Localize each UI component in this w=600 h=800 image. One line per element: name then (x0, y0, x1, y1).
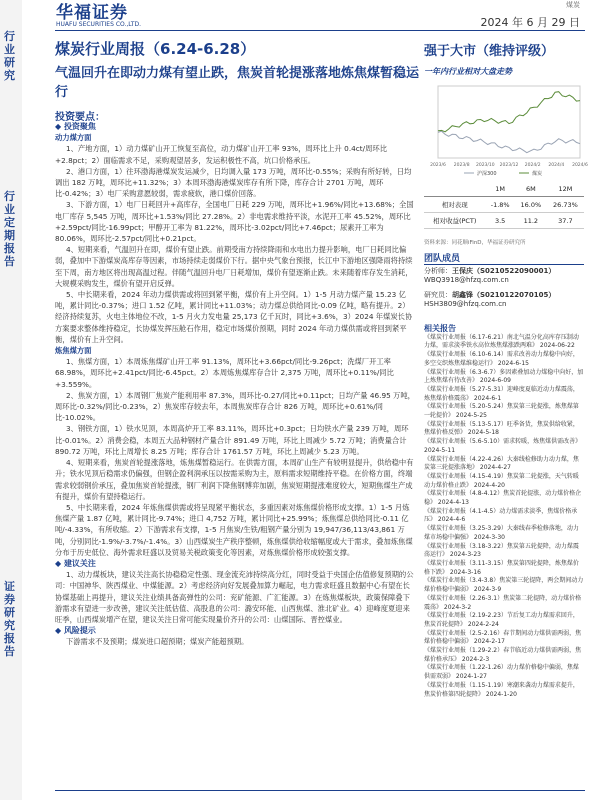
paragraph: 4、短期来看，焦炭首轮提涨落地，炼焦煤暂稳运行。在供需方面，本周矿山生产有较明显提升，供给稳中有升；铁水见顶后稳需求仍偏强，但钢企盈利润承压以按需采购为主，原料需求短期维持平稳。在价格方面，终端需求较弱钢价承压，叠加焦炭首轮提涨，钢厂利润下降焦钢博弈加剧，焦炭短期提涨难度较大，短期焦煤生产成有提升，煤价有望持稳运行。 (55, 458, 414, 501)
risk-text: 下游需求不及预期；煤炭进口超预期；煤炭产能超预期。 (65, 637, 249, 647)
header-sector: 煤炭 (566, 1, 580, 9)
table-cell: 3.5 (485, 213, 515, 229)
related-report-item[interactable]: 《煤炭行业周报（2.5-2.16）春节期间动力煤供需两弱，焦煤价格稳中偏弱》 2024-2-17 (424, 629, 582, 646)
left-sidebar (0, 0, 22, 800)
paragraph: 3、下游方面，1）电厂日耗回升+高库存，全国电厂日耗 229 万吨，周环比+1.96%/同比+13.68%；全国电厂库存 5,545 万吨，周环比+1.53%/同比 27.28%。2）非电需求维持平淡，水泥开工率 45.52%，周环比+2.59pct/同比-16.99pct；甲醇开工率为 81.22%，周环比-3.02pct/同比+7.46pct；尿素开工率为 80.06%，周环比-2.57pct/同比+0.21pct。 (55, 200, 414, 244)
section-risk: ◆ 风险提示 (55, 626, 96, 636)
x-tick-label: 2024/4 (548, 163, 565, 168)
analyst-email: WBQ3918@hfzq.com.cn (424, 276, 509, 284)
related-heading: 相关报告 (424, 324, 456, 333)
related-report-item[interactable]: 《煤炭行业周报（3.4-3.8）焦炭第三轮提降，两会期间动力煤价格稳中偏弱》 2024-3-9 (424, 577, 584, 594)
chart-title: 一年内行业相对大盘走势 (424, 67, 512, 76)
team-heading: 团队成员 (424, 251, 584, 265)
sidebar-tag-securities-research: 证券研究报告 (4, 580, 15, 658)
table-cell: 相对表现 (424, 197, 485, 213)
related-report-item[interactable]: 《煤炭行业周报（5.13-5.17）旺季备货，焦炭供给收紧，焦煤价格反弹》 2024-5-18 (424, 420, 579, 437)
report-subtitle: 气温回升在即动力煤有望止跌，焦炭首轮提涨落地炼焦煤暂稳运行 (55, 66, 420, 100)
related-report-item[interactable]: 《煤炭行业周报（3.25-3.29）大秦线春季检修落地，动力煤市场稳中偏强》 2024-3-30 (424, 525, 579, 541)
table-cell (424, 182, 485, 197)
table-cell: -1.8% (485, 197, 515, 213)
x-tick-label: 2024/2 (524, 163, 541, 168)
table-row (424, 182, 584, 197)
series-line-0 (438, 131, 580, 153)
related-report-item[interactable]: 《煤炭行业周报（2.19-2.23）节后复工动力煤需求回升，焦炭首轮提降》 2024-2-24 (424, 612, 579, 628)
table-source: 资料来源：同花顺iFinD，华福证券研究所 (424, 240, 526, 246)
related-report-item[interactable]: 《煤炭行业周报（4.1-4.5）动力煤需求淡季，焦煤价格承压》 2024-4-6 (424, 507, 578, 524)
section-recommendations: ◆ 建议关注 (55, 558, 96, 568)
sidebar-tag-industry-research: 行业研究 (4, 30, 15, 82)
analyst-email: HSH3809@hfzq.com.cn (424, 300, 507, 308)
related-report-item[interactable]: 《煤炭行业周报（6.10-6.14）需求改善动力煤稳中向好，多空交织炼焦煤维稳运行》 2024-6-15 (424, 351, 579, 367)
related-report-item[interactable]: 《煤炭行业周报（5.6-5.10）需求转暖，炼焦煤供需改善》 2024-5-11 (424, 438, 582, 454)
table-row (424, 213, 584, 229)
paragraph: 2、港口方面，1）往环渤海港煤炭发运减少，日均调入量 173 万吨，周环比-0.55%；采购有所好转，日均调出 182 万吨，周环比+11.32%；3）本周环渤海港煤炭库存有所下降，库存合计 2701 万吨，周环比-0.42%；3）电厂采购意愿较弱，需求疲软，港口煤价回落。 (55, 166, 412, 199)
report-title: 煤炭行业周报（6.24-6.28） (55, 40, 256, 58)
table-cell: 6M (515, 182, 547, 197)
related-report-item[interactable]: 《煤炭行业周报（6.17-6.21）南北气温分化高库存压制动力煤，需求淡季铁水高位炼焦煤涨跌两难》 2024-06-22 (424, 333, 579, 350)
subsection-coking-coal: 炼焦煤方面 (55, 346, 92, 356)
table-cell: 16.0% (515, 197, 547, 213)
related-report-item[interactable]: 《煤炭行业周报（6.3-6.7）多因素叠加动力煤稳中向好，加上炼焦煤有待改善》 2024-6-09 (424, 368, 584, 385)
related-report-item[interactable]: 《煤炭行业周报（1.29-2.2）春节临近动力煤供需两弱，焦煤价格承压》 2024-2-3 (424, 647, 582, 663)
paragraph: 5、中长期来看，2024 年炼焦煤供需或将呈现紧平衡状态，多重因素对炼焦煤价格形成支撑。1）1-5 月炼焦煤产量 1.87 亿吨，累计同比-9.74%；进口 4,752 万吨，累计同比+25.99%；炼焦煤总供给同比-0.11 亿吨/-4.33%，有所收缩。2）下游需求有支撑，1-5 月焦炭/生铁/粗钢产量分别为 19,947/36,113/43,861 万吨，分别同比-1.9%/-3.7%/-1.4%。3）山西煤炭生产秩序整顿，炼焦煤供给收缩幅度或大于需求，叠加炼焦煤分布于历史低位、海外需求旺盛以及贸易关税政策变化等因素，对炼焦煤价格形成较强支撑。 (55, 502, 413, 557)
related-report-item[interactable]: 《煤炭行业周报（2.26-3.1）焦炭第二轮提降，动力煤价格震荡》 2024-3-2 (424, 594, 582, 611)
related-report-item[interactable]: 《煤炭行业周报（4.15-4.19）焦炭第二轮提涨，天气转暖动力煤价格止跌》 2024-4-20 (424, 472, 579, 489)
legend-label: 煤炭 (532, 171, 543, 177)
analyst-role: 研究员： (424, 291, 452, 299)
table-cell: 1M (485, 182, 515, 197)
related-report-item[interactable]: 《煤炭行业周报（5.20-5.24）焦炭第三轮提涨，炼焦煤第一轮提价》 2024-5-25 (424, 403, 579, 420)
related-report-item[interactable]: 《煤炭行业周报（3.11-3.15）焦炭第四轮提降，炼焦煤价格下跌》 2024-3-16 (424, 559, 579, 576)
section-investment-focus: ◆ 投资聚焦 (55, 122, 96, 131)
table-cell: 37.7 (547, 213, 584, 229)
header-divider (55, 30, 585, 31)
points-heading: 投资要点： (55, 112, 105, 123)
related-report-item[interactable]: 《煤炭行业周报（3.18-3.22）焦炭第五轮提降，动力煤震荡运行》 2024-3-23 (424, 542, 579, 559)
table-cell: 相对收益(PCT) (424, 213, 485, 229)
rating: 强于大市（维持评级） (424, 44, 555, 59)
x-tick-label: 2023/12 (499, 163, 519, 168)
legend-label: 沪深300 (477, 171, 497, 177)
analyst-2 (424, 290, 584, 308)
paragraph: 2、焦炭方面，1）本周钢厂焦炭产能利用率 87.3%，周环比-0.27/同比+0.11pct；日均产量 46.95 万吨，周环比-0.32%/同比-0.23%，2）焦炭库存较去年，本周焦炭库存合计 826 万吨，周环比+0.61%/同比-10.02%。 (55, 390, 415, 423)
related-reports (424, 325, 584, 699)
relative-performance-chart (424, 80, 588, 180)
paragraph: 1、产地方面，1）动力煤矿山开工恢复至高位，动力煤矿山开工率 93%，周环比上升 0.4ct/周环比+2.8pct；2）面临需求不足，采购观望居多，发运积极性不高，坑口价格承压。 (55, 144, 387, 165)
chart-svg (424, 80, 588, 180)
related-report-item[interactable]: 《煤炭行业周报（1.22-1.26）动力煤价格稳中偏弱，焦煤供需双弱》 2024-1-27 (424, 664, 579, 681)
paragraph: 3、钢铁方面，1）铁水见顶，本周高炉开工率 83.11%，周环比+0.3pct；日均铁水产量 239 万吨，周环比-0.01%。2）消费会稳，本周五大品种钢材产量合计 891.49 万吨，环比上周减少 5.72 万吨；消费量合计 890.72 万吨，环比上周增长 8.25 万吨；库存合计 1761.57 万吨，环比上周减少 5.23 万吨。 (55, 424, 409, 456)
x-tick-label: 2023/8 (453, 163, 470, 168)
sidebar-tag-periodic-report: 行业定期报告 (4, 190, 15, 268)
analyst-role: 分析师： (424, 267, 452, 275)
x-tick-label: 2023/10 (475, 163, 495, 168)
table-cell: 11.2 (515, 213, 547, 229)
related-report-item[interactable]: 《煤炭行业周报（1.15-1.19）寒潮来袭动力煤需求提升，焦炭价格第四轮提降》 2024-1-20 (424, 681, 579, 698)
series-line-1 (438, 92, 580, 132)
x-tick-label: 2023/6 (430, 163, 446, 168)
table-cell: 26.73% (547, 197, 584, 213)
related-report-item[interactable]: 《煤炭行业周报（4.8-4.12）焦炭首轮提涨，动力煤价格企稳》 2024-4-13 (424, 490, 582, 507)
footer-line (55, 790, 585, 791)
analyst-name: 胡鑫锋（S0210122070105） (452, 291, 556, 299)
paragraph: 1、焦煤方面，1）本周炼焦煤矿山开工率 91.13%，周环比+3.66pct/同比-9.26pct；洗煤厂开工率 68.98%，周环比+2.41pct/同比-6.45pct。2）本周炼焦煤库存合计 2,375 万吨，周环比+0.11%/同比+3.559%。 (55, 357, 394, 389)
analyst-1 (424, 266, 584, 284)
analyst-name: 王保庆（S0210522090001） (452, 267, 556, 275)
subsection-thermal-coal: 动力煤方面 (55, 133, 92, 143)
report-date: 2024 年 6 月 29 日 (480, 16, 580, 29)
logo-en: HUAFU SECURITIES CO.,LTD. (56, 21, 142, 28)
related-report-item[interactable]: 《煤炭行业周报（5.27-5.31）迎峰度夏临近动力煤震荡，炼焦煤价格震荡》 2024-6-1 (424, 385, 579, 402)
report-body (55, 121, 415, 648)
related-report-item[interactable]: 《煤炭行业周报（4.22-4.26）大秦线检修助力动力煤，焦炭第三轮提涨落地》 2024-4-27 (424, 455, 579, 472)
performance-table (424, 182, 584, 229)
paragraph: 1、动力煤板块，建议关注高长协稳稳定性强、现金流充沛持续高分红，同时受益于央国企估值修复预期的公司：中国神华、陕西煤业、中煤能源。2）考虑经济向好发展叠加算力崛起，电力需求旺盛且数据中心有望在长协煤基础上再提升，建议关注业绩具备高弹性的公司：兖矿能源、广汇能源。3）在炼焦煤板块，政策保障叠下游需求有望进一步改善，建议关注低估值、高股息的公司：潞安环能、山西焦煤、淮北矿业。4）迎峰度夏迎来旺季，山西煤炭增产在望，建议关注日常可能实现量价齐升的公司：山煤国际、晋控煤业。 (55, 570, 414, 624)
paragraph: 5、中长期来看，2024 年动力煤供需或将回到紧平衡，煤价有上升空间。1）1-5 月动力煤产量 15.23 亿吨，累计同比-0.37%；进口 1.52 亿吨，累计同比+11.03%；动力煤总供给同比-0.09 亿吨，略有提升。2）经济持续复苏，火电主体地位不改，1-5 月火力发电量 25,173 亿千瓦时，同比+3.6%，3）2024 年煤炭长协方案要求整体维持稳定，长协煤发挥压舱石作用，稳定市场煤价预期，同时 2024 年动力煤供需或将回到紧平衡，煤价有上升空间。 (55, 290, 413, 344)
x-tick-label: 2024/6 (572, 163, 588, 168)
logo-cn: 华福证券 (56, 3, 128, 23)
company-logo (56, 0, 141, 28)
table-row (424, 197, 584, 213)
table-cell: 12M (547, 182, 584, 197)
paragraph: 4、短期来看，气温回升在即，煤价有望止跌。前期受南方持续降雨和水电出力提升影响，电厂日耗同比偏弱，叠加中下游煤炭高库存等因素，市场持续走弱煤价下行。据中央气象台预报，长江中下游地区强降雨将持续至下周，南方地区将出现高温过程。伴随气温回升电厂日耗增加，煤价有望逐渐止跌。未来随着库存发生消耗，大规模采购发生，煤价有望开启反弹。 (55, 245, 413, 288)
